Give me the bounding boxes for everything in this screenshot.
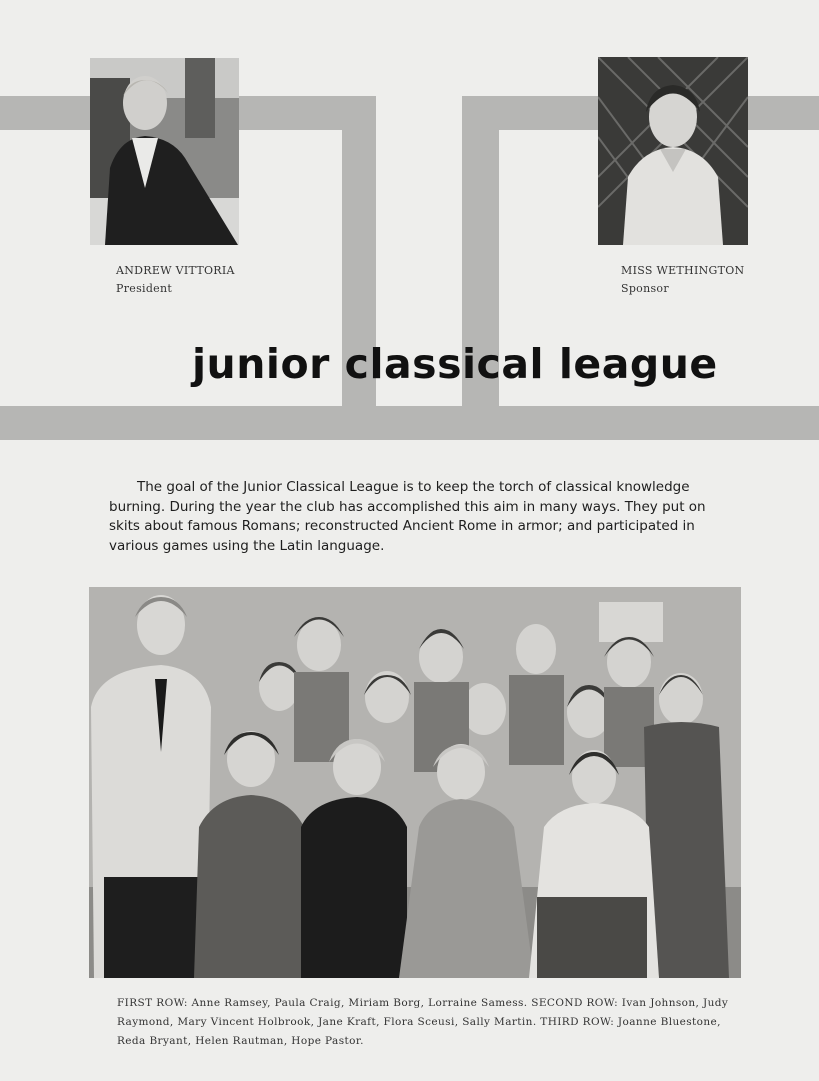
president-caption (116, 262, 235, 298)
group-photo (89, 587, 741, 978)
sponsor-caption (621, 262, 745, 298)
decorative-band-column-left (342, 96, 376, 440)
page-title: junior classical league (192, 340, 718, 388)
group-caption: FIRST ROW: Anne Ramsey, Paula Craig, Miriam Borg, Lorraine Samess. SECOND ROW: Ivan Johnson, Judy Raymond, Mary Vincent Holbrook, Jane Kraft, Flora Sceusi, Sally Martin. THIRD ROW: Joanne Bluestone, Reda Bryant, Helen Rautman, Hope Pastor. (117, 997, 729, 1047)
decorative-band-left (0, 96, 90, 130)
club-description: The goal of the Junior Classical League is to keep the torch of classical knowledge burning. During the year the club has accomplished this aim in many ways. They put on skits about famous Romans; reconstructed Ancient Rome in armor; and participated in various games using the Latin language. (109, 479, 706, 554)
decorative-band-bottom (0, 406, 819, 440)
decorative-band-column-right (462, 96, 499, 440)
sponsor-role: Sponsor (621, 282, 669, 295)
president-name: ANDREW VITTORIA (116, 264, 235, 277)
sponsor-photo (598, 57, 748, 245)
sponsor-name: MISS WETHINGTON (621, 264, 745, 277)
president-role: President (116, 282, 173, 295)
president-photo (90, 58, 239, 245)
decorative-band-right (748, 96, 819, 130)
